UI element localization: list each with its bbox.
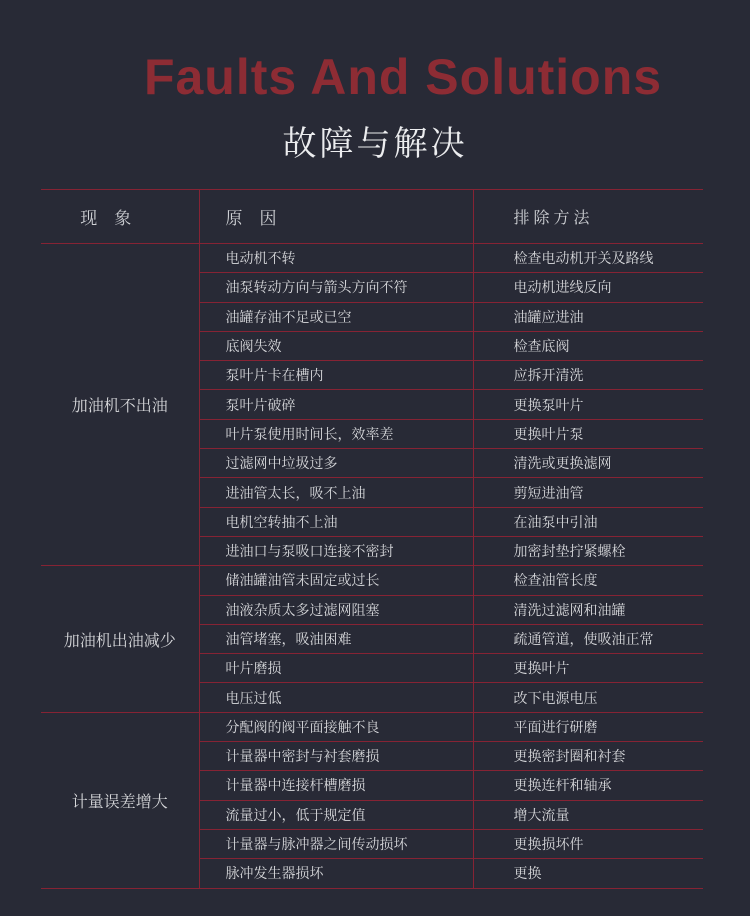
cause-cell: 进油管太长，吸不上油	[199, 478, 473, 507]
solution-cell: 更换	[473, 859, 703, 888]
faults-table	[41, 189, 703, 889]
table-row	[41, 712, 703, 741]
page-subtitle: 故障与解决	[282, 125, 468, 163]
column-header-solution: 排除方法	[473, 190, 703, 244]
cause-cell: 电压过低	[199, 683, 473, 712]
solution-cell: 疏通管道，使吸油正常	[473, 624, 703, 653]
solution-cell: 清洗或更换滤网	[473, 449, 703, 478]
cause-cell: 储油罐油管未固定或过长	[199, 566, 473, 595]
cause-cell: 分配阀的阀平面接触不良	[199, 712, 473, 741]
column-header-cause: 原 因	[199, 190, 473, 244]
solution-cell: 增大流量	[473, 800, 703, 829]
table-row	[41, 566, 703, 595]
solution-cell: 检查油管长度	[473, 566, 703, 595]
cause-cell: 计量器中密封与衬套磨损	[199, 742, 473, 771]
cause-cell: 叶片磨损	[199, 654, 473, 683]
cause-cell: 电机空转抽不上油	[199, 507, 473, 536]
cause-cell: 电动机不转	[199, 244, 473, 273]
solution-cell: 改下电源电压	[473, 683, 703, 712]
solution-cell: 更换损坏件	[473, 829, 703, 858]
solution-cell: 更换叶片	[473, 654, 703, 683]
table-row	[41, 244, 703, 273]
column-header-phenomenon: 现 象	[41, 190, 199, 244]
cause-cell: 计量器与脉冲器之间传动损坏	[199, 829, 473, 858]
solution-cell: 更换连杆和轴承	[473, 771, 703, 800]
solution-cell: 更换叶片泵	[473, 419, 703, 448]
solution-cell: 检查底阀	[473, 331, 703, 360]
cause-cell: 泵叶片破碎	[199, 390, 473, 419]
solution-cell: 在油泵中引油	[473, 507, 703, 536]
solution-cell: 加密封垫拧紧螺栓	[473, 536, 703, 565]
solution-cell: 更换密封圈和衬套	[473, 742, 703, 771]
phenomenon-cell: 计量误差增大	[41, 712, 199, 888]
cause-cell: 脉冲发生器损坏	[199, 859, 473, 888]
cause-cell: 进油口与泵吸口连接不密封	[199, 536, 473, 565]
solution-cell: 应拆开清洗	[473, 361, 703, 390]
cause-cell: 油液杂质太多过滤网阻塞	[199, 595, 473, 624]
solution-cell: 电动机进线反向	[473, 273, 703, 302]
cause-cell: 底阀失效	[199, 331, 473, 360]
cause-cell: 泵叶片卡在槽内	[199, 361, 473, 390]
cause-cell: 叶片泵使用时间长，效率差	[199, 419, 473, 448]
solution-cell: 平面进行研磨	[473, 712, 703, 741]
solution-cell: 油罐应进油	[473, 302, 703, 331]
phenomenon-cell: 加油机出油减少	[41, 566, 199, 712]
cause-cell: 油罐存油不足或已空	[199, 302, 473, 331]
page-title: Faults And Solutions	[143, 49, 663, 105]
cause-cell: 过滤网中垃圾过多	[199, 449, 473, 478]
cause-cell: 油管堵塞，吸油困难	[199, 624, 473, 653]
cause-cell: 油泵转动方向与箭头方向不符	[199, 273, 473, 302]
solution-cell: 更换泵叶片	[473, 390, 703, 419]
phenomenon-cell: 加油机不出油	[41, 244, 199, 566]
solution-cell: 剪短进油管	[473, 478, 703, 507]
solution-cell: 检查电动机开关及路线	[473, 244, 703, 273]
cause-cell: 流量过小，低于规定值	[199, 800, 473, 829]
table-header-row	[41, 190, 703, 244]
solution-cell: 清洗过滤网和油罐	[473, 595, 703, 624]
cause-cell: 计量器中连接杆槽磨损	[199, 771, 473, 800]
